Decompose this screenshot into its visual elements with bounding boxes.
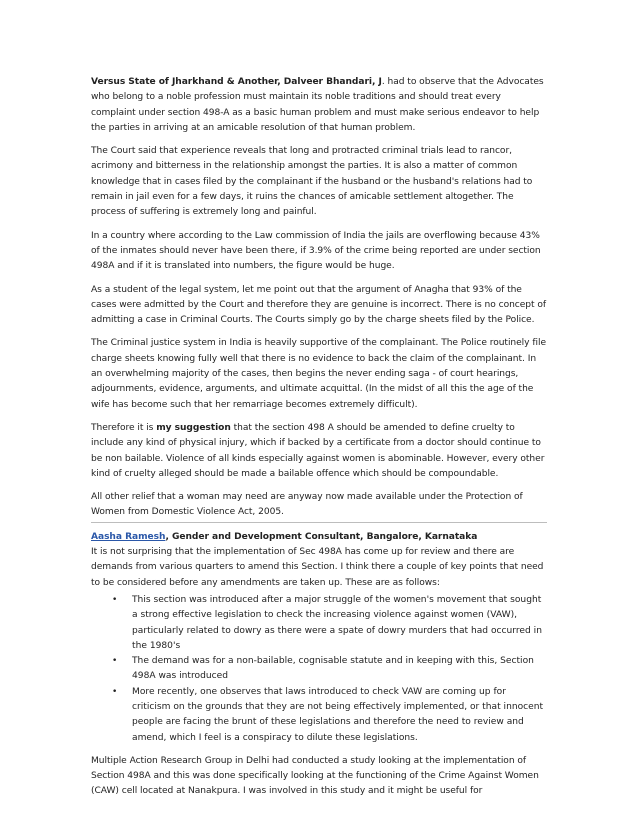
paragraph-legal-student: As a student of the legal system, let me point out that the argument of Anagha that 93% of the cases were admitted by the Court and therefore they are genuine is incorrect. There is no concept of admitting a case in Criminal Courts. The Courts simply go by the charge sheets filed by the Police. <box>91 284 547 326</box>
suggestion-pre: Therefore it is <box>91 422 157 433</box>
paragraph-research-group: Multiple Action Research Group in Delhi had conducted a study looking at the implementation of Section 498A and this was done specifically looking at the functioning of the Crime Against Women (CAW) cell located at Nanakpura. I was involved in this study and it might be useful for <box>91 755 539 797</box>
list-item <box>91 685 547 746</box>
list-item <box>91 654 547 685</box>
section-divider <box>91 522 547 523</box>
list-item-text: More recently, one observes that laws introduced to check VAW are coming up for criticism on the grounds that they are not being effectively implemented, or that innocent people are facing the brunt of these legislations and therefore the need to review and amend, which I feel is a conspiracy to dilute these legislations. <box>132 686 544 743</box>
paragraph-law-commission: In a country where according to the Law commission of India the jails are overflowing because 43% of the inmates should never have been there, if 3.9% of the crime being reported are under section 498A and if it is translated into numbers, the figure would be huge. <box>91 230 541 272</box>
paragraph-case-citation <box>91 75 547 136</box>
author-heading <box>91 530 547 545</box>
list-item-text: The demand was for a non-bailable, cognisable statute and in keeping with this, Section 498A was introduced <box>132 656 534 682</box>
key-points-list <box>91 593 547 746</box>
list-item-text: This section was introduced after a major struggle of the women's movement that sought a strong effective legislation to check the increasing violence against women (VAW), particularly related to dowry as there were a spate of dowry murders that had occurred in the 1980's <box>132 594 542 651</box>
list-item <box>91 593 547 654</box>
case-citation-bold: Versus State of Jharkhand & Another, Dalveer Bhandari, J <box>91 77 382 87</box>
suggestion-post: that the section 498 A should be amended to define cruelty to include any kind of physical injury, which if backed by a certificate from a doctor should continue to be non bailable. Violence of all kinds especially against women is abominable. However, every other kind of cruelty alleged should be made a bailable offence which should be compoundable. <box>91 422 545 479</box>
suggestion-bold: my suggestion <box>156 422 231 433</box>
author-name-link[interactable]: Aasha Ramesh <box>91 531 166 542</box>
paragraph-criminal-justice: The Criminal justice system in India is heavily supportive of the complainant. The Police routinely file charge sheets knowing fully well that there is no evidence to back the claim of the complainant. In an overwhelming majority of the cases, then begins the never ending saga - of court hearings, adjournments, evidence, arguments, and ultimate acquittal. (In the midst of all this the age of the wife has become such that her remarriage becomes extremely difficult). <box>91 338 546 410</box>
paragraph-domestic-violence-act: All other relief that a woman may need are anyway now made available under the Protection of Women from Domestic Violence Act, 2005. <box>91 492 523 518</box>
author-title: , Gender and Development Consultant, Bangalore, Karnataka <box>165 531 478 542</box>
bullet-icon: • <box>112 594 118 605</box>
bullet-icon: • <box>112 686 118 697</box>
case-citation-text: . had to observe that the Advocates who belong to a noble profession must maintain its noble traditions and should treat every complaint under section 498-A as a basic human problem and must make serious endeavor to help the parties in arriving at an amicable resolution of that human problem. <box>91 77 544 133</box>
document-page <box>91 75 547 800</box>
paragraph-suggestion <box>91 421 547 482</box>
paragraph-court-experience: The Court said that experience reveals that long and protracted criminal trials lead to rancor, acrimony and bitterness in the relationship amongst the parties. It is also a matter of common knowledge that in cases filed by the complainant if the husband or the husband's relations had to remain in jail even for a few days, it ruins the chances of amicable settlement altogether. The process of suffering is extremely long and painful. <box>91 146 533 218</box>
paragraph-review-intro: It is not surprising that the implementation of Sec 498A has come up for review and there are demands from various quarters to amend this Section. I think there a couple of key points that need to be considered before any amendments are taken up. These are as follows: <box>91 547 544 588</box>
bullet-icon: • <box>112 656 118 667</box>
